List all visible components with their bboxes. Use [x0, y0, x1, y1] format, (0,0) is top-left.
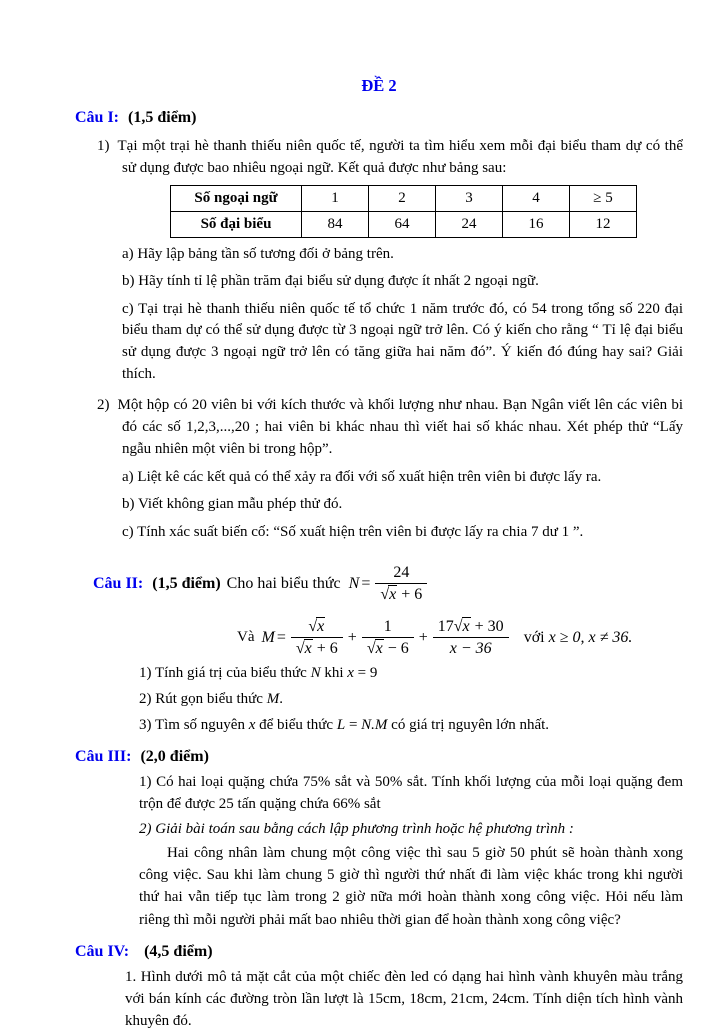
section-label: Câu III: [75, 748, 132, 766]
condition [524, 629, 633, 647]
fraction-denominator [291, 637, 343, 658]
fraction-numerator [291, 617, 343, 637]
section-heading-cau1 [75, 106, 683, 130]
question-number: 1) [97, 138, 110, 154]
sqrt-expression [296, 640, 313, 657]
plus-sign: + [347, 628, 357, 646]
question-2b: b) Viết không gian mẫu phép thử đó. [122, 496, 343, 513]
cau3-item-2: 2) Giải bài toán sau bằng cách lập phương trình hoặc hệ phương trình : [139, 820, 574, 837]
table-cell: 3 [436, 185, 503, 211]
sqrt-icon: √ [380, 586, 390, 604]
denominator-rest: − 6 [383, 640, 409, 658]
sqrt-expression [380, 586, 397, 603]
question-2c: c) Tính xác suất biến cố: “Số xuất hiện trên viên bi được lấy ra chia 7 dư 1 ”. [122, 523, 584, 540]
question-text: Một hộp có 20 viên bi với kích thước và khối lượng như nhau. Bạn Ngân viết lên các viên bi đó các số 1,2,3,...,20 ; hai viên bi khác nhau thì viết hai số khác nhau. Xét phép thử “Lấy ngẫu nhiên một viên bi trong hộp”. [117, 397, 683, 457]
radicand: x [317, 618, 325, 636]
fraction-1 [291, 617, 343, 658]
numerator-rest: + 30 [470, 618, 504, 636]
intro-text: Cho hai biểu thức [226, 574, 341, 592]
cau2-item-3: 3) Tìm số nguyên x để biểu thức L = N.M có giá trị nguyên lớn nhất. [139, 717, 550, 734]
fraction [375, 563, 427, 604]
equals-sign: = [276, 628, 286, 646]
cau3-item-1: 1) Có hai loại quặng chứa 75% sắt và 50% sắt. Tính khối lượng của mỗi loại quặng đem trộn để được 25 tấn quặng chứa 66% sắt [139, 774, 683, 813]
sqrt-icon: √ [366, 640, 376, 658]
table-cell: 1 [302, 185, 369, 211]
table-cell: 64 [369, 211, 436, 237]
sqrt-icon: √ [453, 618, 463, 636]
sqrt-icon: √ [295, 640, 305, 658]
question-1c: c) Tại trại hè thanh thiếu niên quốc tế tổ chức 1 năm trước đó, có 54 trong tổng số 220 đại biểu tham dự có thể sử dụng được từ 3 ngoại ngữ trở lên. Có ý kiến cho rằng “ Tỉ lệ đại biểu sử dụng được 3 ngoại ngữ trở lên có tăng giữa hai năm đó”. Ý kiến đó đúng hay sai? Giải thích. [122, 300, 683, 382]
table-cell: 16 [503, 211, 570, 237]
fraction-3 [433, 617, 509, 658]
denominator-rest: + 6 [397, 586, 423, 604]
formula-m [237, 617, 683, 658]
sqrt-expression [367, 640, 384, 657]
frequency-table [170, 185, 637, 238]
page-title: ĐỀ 2 [361, 76, 397, 95]
section-heading-cau3 [75, 745, 683, 769]
condition-math: x ≥ 0, x ≠ 36. [548, 628, 633, 646]
cau4-item-1: 1. Hình dưới mô tả mặt cắt của một chiếc đèn led có dạng hai hình vành khuyên màu trắng với bán kính các đường tròn lần lượt là 15cm, 18cm, 21cm, 24cm. Tính diện tích hình vành khuyên đó. [125, 968, 683, 1029]
cau2-items [75, 662, 683, 736]
sqrt-expression [454, 618, 471, 635]
fraction-numerator [433, 617, 509, 637]
radicand: x [462, 618, 470, 636]
table-cell: ≥ 5 [570, 185, 637, 211]
fraction-denominator: x − 36 [433, 637, 509, 658]
section-points: (1,5 điểm) [128, 109, 197, 126]
sqrt-icon: √ [308, 618, 318, 636]
section-points: (1,5 điểm) [152, 574, 221, 592]
table-cell: 84 [302, 211, 369, 237]
radicand: x [304, 640, 312, 658]
var-n: N [348, 574, 360, 592]
question-1b: b) Hãy tính tỉ lệ phần trăm đại biểu sử dụng được ít nhất 2 ngoại ngữ. [122, 273, 539, 290]
table-cell: 4 [503, 185, 570, 211]
equals-sign: = [361, 574, 371, 592]
question-2-paragraph [97, 395, 683, 460]
fraction-numerator: 1 [383, 618, 392, 636]
question-text: Tại một trại hè thanh thiếu niên quốc tế, người ta tìm hiểu xem mỗi đại biểu tham dự có thể sử dụng được bao nhiêu ngoại ngữ. Kết quả được như bảng sau: [117, 138, 683, 176]
table-cell: 12 [570, 211, 637, 237]
section-label: Câu I: [75, 109, 120, 126]
question-1-paragraph [97, 136, 683, 180]
numerator-coefficient: 17 [437, 618, 454, 636]
fraction-denominator [375, 583, 427, 604]
table-row-label: Số đại biểu [171, 211, 302, 237]
radicand: x [389, 586, 397, 604]
cau2-item-1: 1) Tính giá trị của biểu thức N khi x = 9 [139, 665, 378, 682]
fraction-numerator: 24 [393, 564, 410, 582]
section-points: (4,5 điểm) [144, 942, 213, 960]
fraction-2 [362, 617, 414, 658]
cau3-word-problem: Hai công nhân làm chung một công việc thì sau 5 giờ 50 phút sẽ hoàn thành xong công việc. Sau khi làm chung 5 giờ thì người thứ nhất đi làm việc khác trong khi người thứ hai vẫn tiếp tục làm trong 2 giờ nữa mới hoàn thành xong công việc. Hỏi nếu làm riêng thì mỗi người phải mất bao nhiêu thời gian để hoàn thành xong công việc? [139, 844, 683, 928]
cau2-item-2: 2) Rút gọn biểu thức M. [139, 691, 283, 708]
fraction-denominator [362, 637, 414, 658]
table-row-label: Số ngoại ngữ [171, 185, 302, 211]
section-heading-cau2 [93, 563, 683, 604]
radicand: x [375, 640, 383, 658]
sqrt-expression [308, 618, 325, 635]
formula-n [349, 563, 431, 604]
section-points: (2,0 điểm) [140, 748, 209, 766]
condition-intro: với [523, 628, 549, 646]
table-cell: 2 [369, 185, 436, 211]
table-row [171, 211, 637, 237]
denominator-rest: + 6 [312, 640, 338, 658]
var-m: M [261, 628, 275, 646]
section-label: Câu IV: [75, 942, 130, 960]
question-2a: a) Liệt kê các kết quả có thể xảy ra đối với số xuất hiện trên viên bi được lấy ra. [122, 468, 602, 485]
section-heading-cau4 [75, 940, 683, 964]
table-row [171, 185, 637, 211]
question-1a: a) Hãy lập bảng tần số tương đối ở bảng trên. [122, 245, 394, 262]
prefix-text: Và [237, 629, 255, 646]
question-number: 2) [97, 397, 110, 414]
table-cell: 24 [436, 211, 503, 237]
plus-sign: + [418, 628, 428, 646]
section-label: Câu II: [93, 574, 144, 592]
